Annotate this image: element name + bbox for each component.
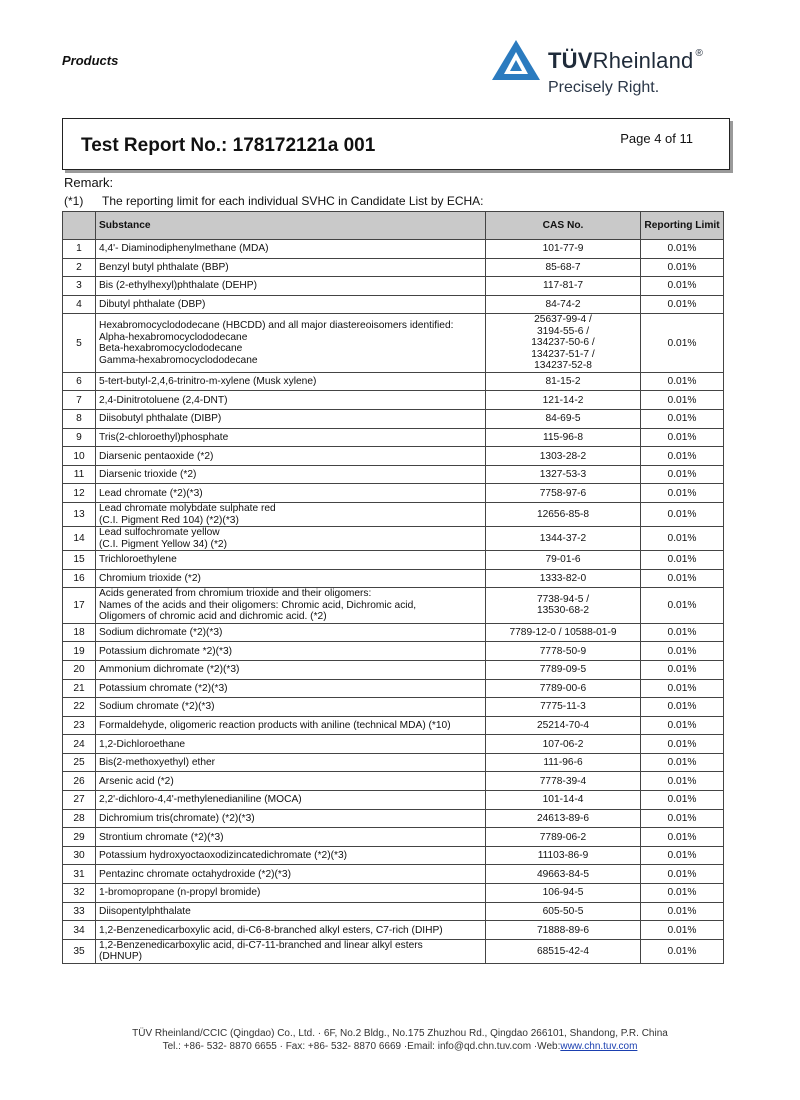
cell-limit: 0.01% bbox=[641, 753, 724, 772]
cell-limit: 0.01% bbox=[641, 588, 724, 624]
table-row bbox=[63, 623, 724, 642]
tuv-logo bbox=[490, 38, 730, 100]
cell-cas: 71888-89-6 bbox=[486, 921, 641, 940]
table-row bbox=[63, 391, 724, 410]
footer-contact-text: Tel.: +86- 532- 8870 6655 · Fax: +86- 532- 8870 6669 ·Email: info@qd.chn.tuv.com ·Web: bbox=[162, 1041, 561, 1052]
cell-no: 28 bbox=[63, 809, 96, 828]
cell-cas: 7738-94-5 / 13530-68-2 bbox=[486, 588, 641, 624]
cell-limit: 0.01% bbox=[641, 865, 724, 884]
cell-cas: 7775-11-3 bbox=[486, 698, 641, 717]
cell-substance: Tris(2-chloroethyl)phosphate bbox=[96, 428, 486, 447]
cell-substance: Lead sulfochromate yellow (C.I. Pigment Yellow 34) (*2) bbox=[96, 527, 486, 551]
table-row bbox=[63, 772, 724, 791]
cell-no: 33 bbox=[63, 902, 96, 921]
cell-no: 32 bbox=[63, 884, 96, 903]
svhc-table bbox=[62, 211, 724, 964]
cell-no: 13 bbox=[63, 503, 96, 527]
cell-substance: Hexabromocyclododecane (HBCDD) and all major diastereoisomers identified: Alpha-hexabromocyclododecane Beta-hexabromocyclododecane Gamma-hexabromocyclododecane bbox=[96, 314, 486, 373]
cell-cas: 24613-89-6 bbox=[486, 809, 641, 828]
cell-limit: 0.01% bbox=[641, 391, 724, 410]
table-row bbox=[63, 921, 724, 940]
cell-cas: 7778-50-9 bbox=[486, 642, 641, 661]
cell-substance: 1,2-Benzenedicarboxylic acid, di-C6-8-branched alkyl esters, C7-rich (DIHP) bbox=[96, 921, 486, 940]
cell-cas: 117-81-7 bbox=[486, 277, 641, 296]
cell-limit: 0.01% bbox=[641, 772, 724, 791]
cell-limit: 0.01% bbox=[641, 623, 724, 642]
table-row bbox=[63, 258, 724, 277]
cell-limit: 0.01% bbox=[641, 240, 724, 259]
cell-cas: 81-15-2 bbox=[486, 372, 641, 391]
cell-substance: 1,2-Benzenedicarboxylic acid, di-C7-11-branched and linear alkyl esters (DHNUP) bbox=[96, 939, 486, 963]
table-row bbox=[63, 240, 724, 259]
table-row bbox=[63, 277, 724, 296]
cell-substance: Strontium chromate (*2)(*3) bbox=[96, 828, 486, 847]
table-row bbox=[63, 735, 724, 754]
cell-cas: 1303-28-2 bbox=[486, 447, 641, 466]
cell-no: 29 bbox=[63, 828, 96, 847]
cell-substance: Benzyl butyl phthalate (BBP) bbox=[96, 258, 486, 277]
cell-no: 30 bbox=[63, 846, 96, 865]
table-row bbox=[63, 865, 724, 884]
cell-substance: Trichloroethylene bbox=[96, 551, 486, 570]
table-row bbox=[63, 410, 724, 429]
cell-cas: 605-50-5 bbox=[486, 902, 641, 921]
cell-no: 24 bbox=[63, 735, 96, 754]
cell-no: 6 bbox=[63, 372, 96, 391]
cell-no: 21 bbox=[63, 679, 96, 698]
cell-no: 26 bbox=[63, 772, 96, 791]
table-header-row bbox=[63, 212, 724, 240]
cell-cas: 101-77-9 bbox=[486, 240, 641, 259]
table-row bbox=[63, 884, 724, 903]
cell-substance: Potassium dichromate *2)(*3) bbox=[96, 642, 486, 661]
cell-cas: 7789-00-6 bbox=[486, 679, 641, 698]
cell-no: 5 bbox=[63, 314, 96, 373]
cell-no: 14 bbox=[63, 527, 96, 551]
cell-no: 31 bbox=[63, 865, 96, 884]
cell-limit: 0.01% bbox=[641, 484, 724, 503]
footer-contact bbox=[0, 1041, 800, 1052]
cell-limit: 0.01% bbox=[641, 372, 724, 391]
cell-no: 35 bbox=[63, 939, 96, 963]
cell-limit: 0.01% bbox=[641, 716, 724, 735]
table-row bbox=[63, 465, 724, 484]
cell-substance: 1-bromopropane (n-propyl bromide) bbox=[96, 884, 486, 903]
cell-substance: Potassium hydroxyoctaoxodizincatedichromate (*2)(*3) bbox=[96, 846, 486, 865]
cell-substance: 2,2'-dichloro-4,4'-methylenedianiline (MOCA) bbox=[96, 791, 486, 810]
cell-cas: 111-96-6 bbox=[486, 753, 641, 772]
cell-no: 8 bbox=[63, 410, 96, 429]
table-row bbox=[63, 295, 724, 314]
note-text: The reporting limit for each individual SVHC in Candidate List by ECHA: bbox=[102, 194, 484, 208]
footer-web-link[interactable]: www.chn.tuv.com bbox=[560, 1041, 638, 1052]
table-row bbox=[63, 484, 724, 503]
section-label: Products bbox=[62, 53, 119, 68]
cell-no: 19 bbox=[63, 642, 96, 661]
cell-substance: Dichromium tris(chromate) (*2)(*3) bbox=[96, 809, 486, 828]
table-row bbox=[63, 698, 724, 717]
cell-substance: 2,4-Dinitrotoluene (2,4-DNT) bbox=[96, 391, 486, 410]
table-row bbox=[63, 447, 724, 466]
cell-limit: 0.01% bbox=[641, 735, 724, 754]
table-body bbox=[63, 240, 724, 964]
table-row bbox=[63, 588, 724, 624]
cell-limit: 0.01% bbox=[641, 884, 724, 903]
table-row bbox=[63, 642, 724, 661]
cell-cas: 101-14-4 bbox=[486, 791, 641, 810]
cell-cas: 11103-86-9 bbox=[486, 846, 641, 865]
cell-no: 15 bbox=[63, 551, 96, 570]
table-row bbox=[63, 791, 724, 810]
table-row bbox=[63, 828, 724, 847]
cell-limit: 0.01% bbox=[641, 503, 724, 527]
cell-limit: 0.01% bbox=[641, 447, 724, 466]
cell-no: 2 bbox=[63, 258, 96, 277]
table-row bbox=[63, 902, 724, 921]
cell-cas: 1333-82-0 bbox=[486, 569, 641, 588]
cell-limit: 0.01% bbox=[641, 642, 724, 661]
cell-limit: 0.01% bbox=[641, 527, 724, 551]
cell-cas: 121-14-2 bbox=[486, 391, 641, 410]
col-header-no bbox=[63, 212, 96, 240]
cell-no: 10 bbox=[63, 447, 96, 466]
cell-substance: Diarsenic pentaoxide (*2) bbox=[96, 447, 486, 466]
cell-limit: 0.01% bbox=[641, 465, 724, 484]
cell-substance: Diarsenic trioxide (*2) bbox=[96, 465, 486, 484]
cell-cas: 115-96-8 bbox=[486, 428, 641, 447]
cell-no: 22 bbox=[63, 698, 96, 717]
cell-substance: Bis(2-methoxyethyl) ether bbox=[96, 753, 486, 772]
cell-substance: 5-tert-butyl-2,4,6-trinitro-m-xylene (Musk xylene) bbox=[96, 372, 486, 391]
tuv-triangle-icon bbox=[490, 38, 542, 82]
cell-substance: Pentazinc chromate octahydroxide (*2)(*3) bbox=[96, 865, 486, 884]
cell-cas: 25214-70-4 bbox=[486, 716, 641, 735]
cell-substance: Potassium chromate (*2)(*3) bbox=[96, 679, 486, 698]
cell-limit: 0.01% bbox=[641, 551, 724, 570]
cell-substance: Sodium dichromate (*2)(*3) bbox=[96, 623, 486, 642]
cell-cas: 12656-85-8 bbox=[486, 503, 641, 527]
cell-no: 7 bbox=[63, 391, 96, 410]
cell-no: 34 bbox=[63, 921, 96, 940]
footer-address: TÜV Rheinland/CCIC (Qingdao) Co., Ltd. · 6F, No.2 Bldg., No.175 Zhuzhou Rd., Qingdao 266101, Shandong, P.R. China bbox=[132, 1028, 668, 1039]
remark-note bbox=[64, 194, 484, 208]
cell-cas: 7789-06-2 bbox=[486, 828, 641, 847]
table-row bbox=[63, 716, 724, 735]
table-row bbox=[63, 569, 724, 588]
cell-substance: Lead chromate (*2)(*3) bbox=[96, 484, 486, 503]
brand-name: TÜVRheinland ® bbox=[548, 48, 704, 73]
brand-tagline: Precisely Right. bbox=[548, 79, 660, 96]
cell-substance: Formaldehyde, oligomeric reaction products with aniline (technical MDA) (*10) bbox=[96, 716, 486, 735]
cell-no: 9 bbox=[63, 428, 96, 447]
table-row bbox=[63, 527, 724, 551]
cell-cas: 106-94-5 bbox=[486, 884, 641, 903]
cell-limit: 0.01% bbox=[641, 569, 724, 588]
cell-limit: 0.01% bbox=[641, 428, 724, 447]
remark-label: Remark: bbox=[64, 175, 114, 190]
table-row bbox=[63, 846, 724, 865]
col-header-substance: Substance bbox=[96, 212, 486, 240]
table-row bbox=[63, 428, 724, 447]
cell-no: 1 bbox=[63, 240, 96, 259]
report-header-box bbox=[62, 118, 730, 170]
table-row bbox=[63, 314, 724, 373]
cell-no: 12 bbox=[63, 484, 96, 503]
cell-substance: Ammonium dichromate (*2)(*3) bbox=[96, 660, 486, 679]
cell-limit: 0.01% bbox=[641, 846, 724, 865]
cell-substance: 4,4'- Diaminodiphenylmethane (MDA) bbox=[96, 240, 486, 259]
cell-no: 11 bbox=[63, 465, 96, 484]
cell-cas: 7789-12-0 / 10588-01-9 bbox=[486, 623, 641, 642]
cell-no: 27 bbox=[63, 791, 96, 810]
cell-limit: 0.01% bbox=[641, 828, 724, 847]
cell-cas: 84-69-5 bbox=[486, 410, 641, 429]
cell-limit: 0.01% bbox=[641, 809, 724, 828]
cell-no: 25 bbox=[63, 753, 96, 772]
cell-limit: 0.01% bbox=[641, 660, 724, 679]
table-row bbox=[63, 503, 724, 527]
cell-substance: Lead chromate molybdate sulphate red (C.I. Pigment Red 104) (*2)(*3) bbox=[96, 503, 486, 527]
cell-substance: Sodium chromate (*2)(*3) bbox=[96, 698, 486, 717]
cell-limit: 0.01% bbox=[641, 314, 724, 373]
cell-substance: Bis (2-ethylhexyl)phthalate (DEHP) bbox=[96, 277, 486, 296]
cell-no: 18 bbox=[63, 623, 96, 642]
cell-no: 23 bbox=[63, 716, 96, 735]
table-row bbox=[63, 372, 724, 391]
cell-cas: 7778-39-4 bbox=[486, 772, 641, 791]
col-header-limit: Reporting Limit bbox=[641, 212, 724, 240]
cell-no: 20 bbox=[63, 660, 96, 679]
table-row bbox=[63, 660, 724, 679]
cell-substance: Diisobutyl phthalate (DIBP) bbox=[96, 410, 486, 429]
cell-cas: 68515-42-4 bbox=[486, 939, 641, 963]
table-row bbox=[63, 809, 724, 828]
cell-cas: 107-06-2 bbox=[486, 735, 641, 754]
cell-substance: Diisopentylphthalate bbox=[96, 902, 486, 921]
cell-limit: 0.01% bbox=[641, 902, 724, 921]
note-ref: (*1) bbox=[64, 194, 84, 208]
cell-limit: 0.01% bbox=[641, 791, 724, 810]
cell-no: 3 bbox=[63, 277, 96, 296]
cell-cas: 85-68-7 bbox=[486, 258, 641, 277]
cell-no: 4 bbox=[63, 295, 96, 314]
table-row bbox=[63, 939, 724, 963]
col-header-cas: CAS No. bbox=[486, 212, 641, 240]
cell-no: 17 bbox=[63, 588, 96, 624]
page-indicator: Page 4 of 11 bbox=[620, 131, 693, 146]
cell-no: 16 bbox=[63, 569, 96, 588]
cell-limit: 0.01% bbox=[641, 295, 724, 314]
table-row bbox=[63, 753, 724, 772]
cell-cas: 79-01-6 bbox=[486, 551, 641, 570]
cell-substance: Arsenic acid (*2) bbox=[96, 772, 486, 791]
report-title: Test Report No.: 178172121a 001 bbox=[81, 135, 376, 156]
table-row bbox=[63, 551, 724, 570]
cell-cas: 1344-37-2 bbox=[486, 527, 641, 551]
cell-limit: 0.01% bbox=[641, 698, 724, 717]
cell-substance: Acids generated from chromium trioxide and their oligomers: Names of the acids and their oligomers: Chromic acid, Dichromic acid, Oligomers of chromic acid and dichromic acid. (*2) bbox=[96, 588, 486, 624]
cell-cas: 49663-84-5 bbox=[486, 865, 641, 884]
cell-cas: 25637-99-4 / 3194-55-6 / 134237-50-6 / 134237-51-7 / 134237-52-8 bbox=[486, 314, 641, 373]
cell-substance: Chromium trioxide (*2) bbox=[96, 569, 486, 588]
cell-limit: 0.01% bbox=[641, 258, 724, 277]
cell-limit: 0.01% bbox=[641, 939, 724, 963]
cell-limit: 0.01% bbox=[641, 277, 724, 296]
cell-cas: 1327-53-3 bbox=[486, 465, 641, 484]
cell-cas: 7789-09-5 bbox=[486, 660, 641, 679]
cell-cas: 7758-97-6 bbox=[486, 484, 641, 503]
table-row bbox=[63, 679, 724, 698]
cell-limit: 0.01% bbox=[641, 921, 724, 940]
cell-limit: 0.01% bbox=[641, 679, 724, 698]
cell-substance: 1,2-Dichloroethane bbox=[96, 735, 486, 754]
cell-substance: Dibutyl phthalate (DBP) bbox=[96, 295, 486, 314]
cell-cas: 84-74-2 bbox=[486, 295, 641, 314]
cell-limit: 0.01% bbox=[641, 410, 724, 429]
